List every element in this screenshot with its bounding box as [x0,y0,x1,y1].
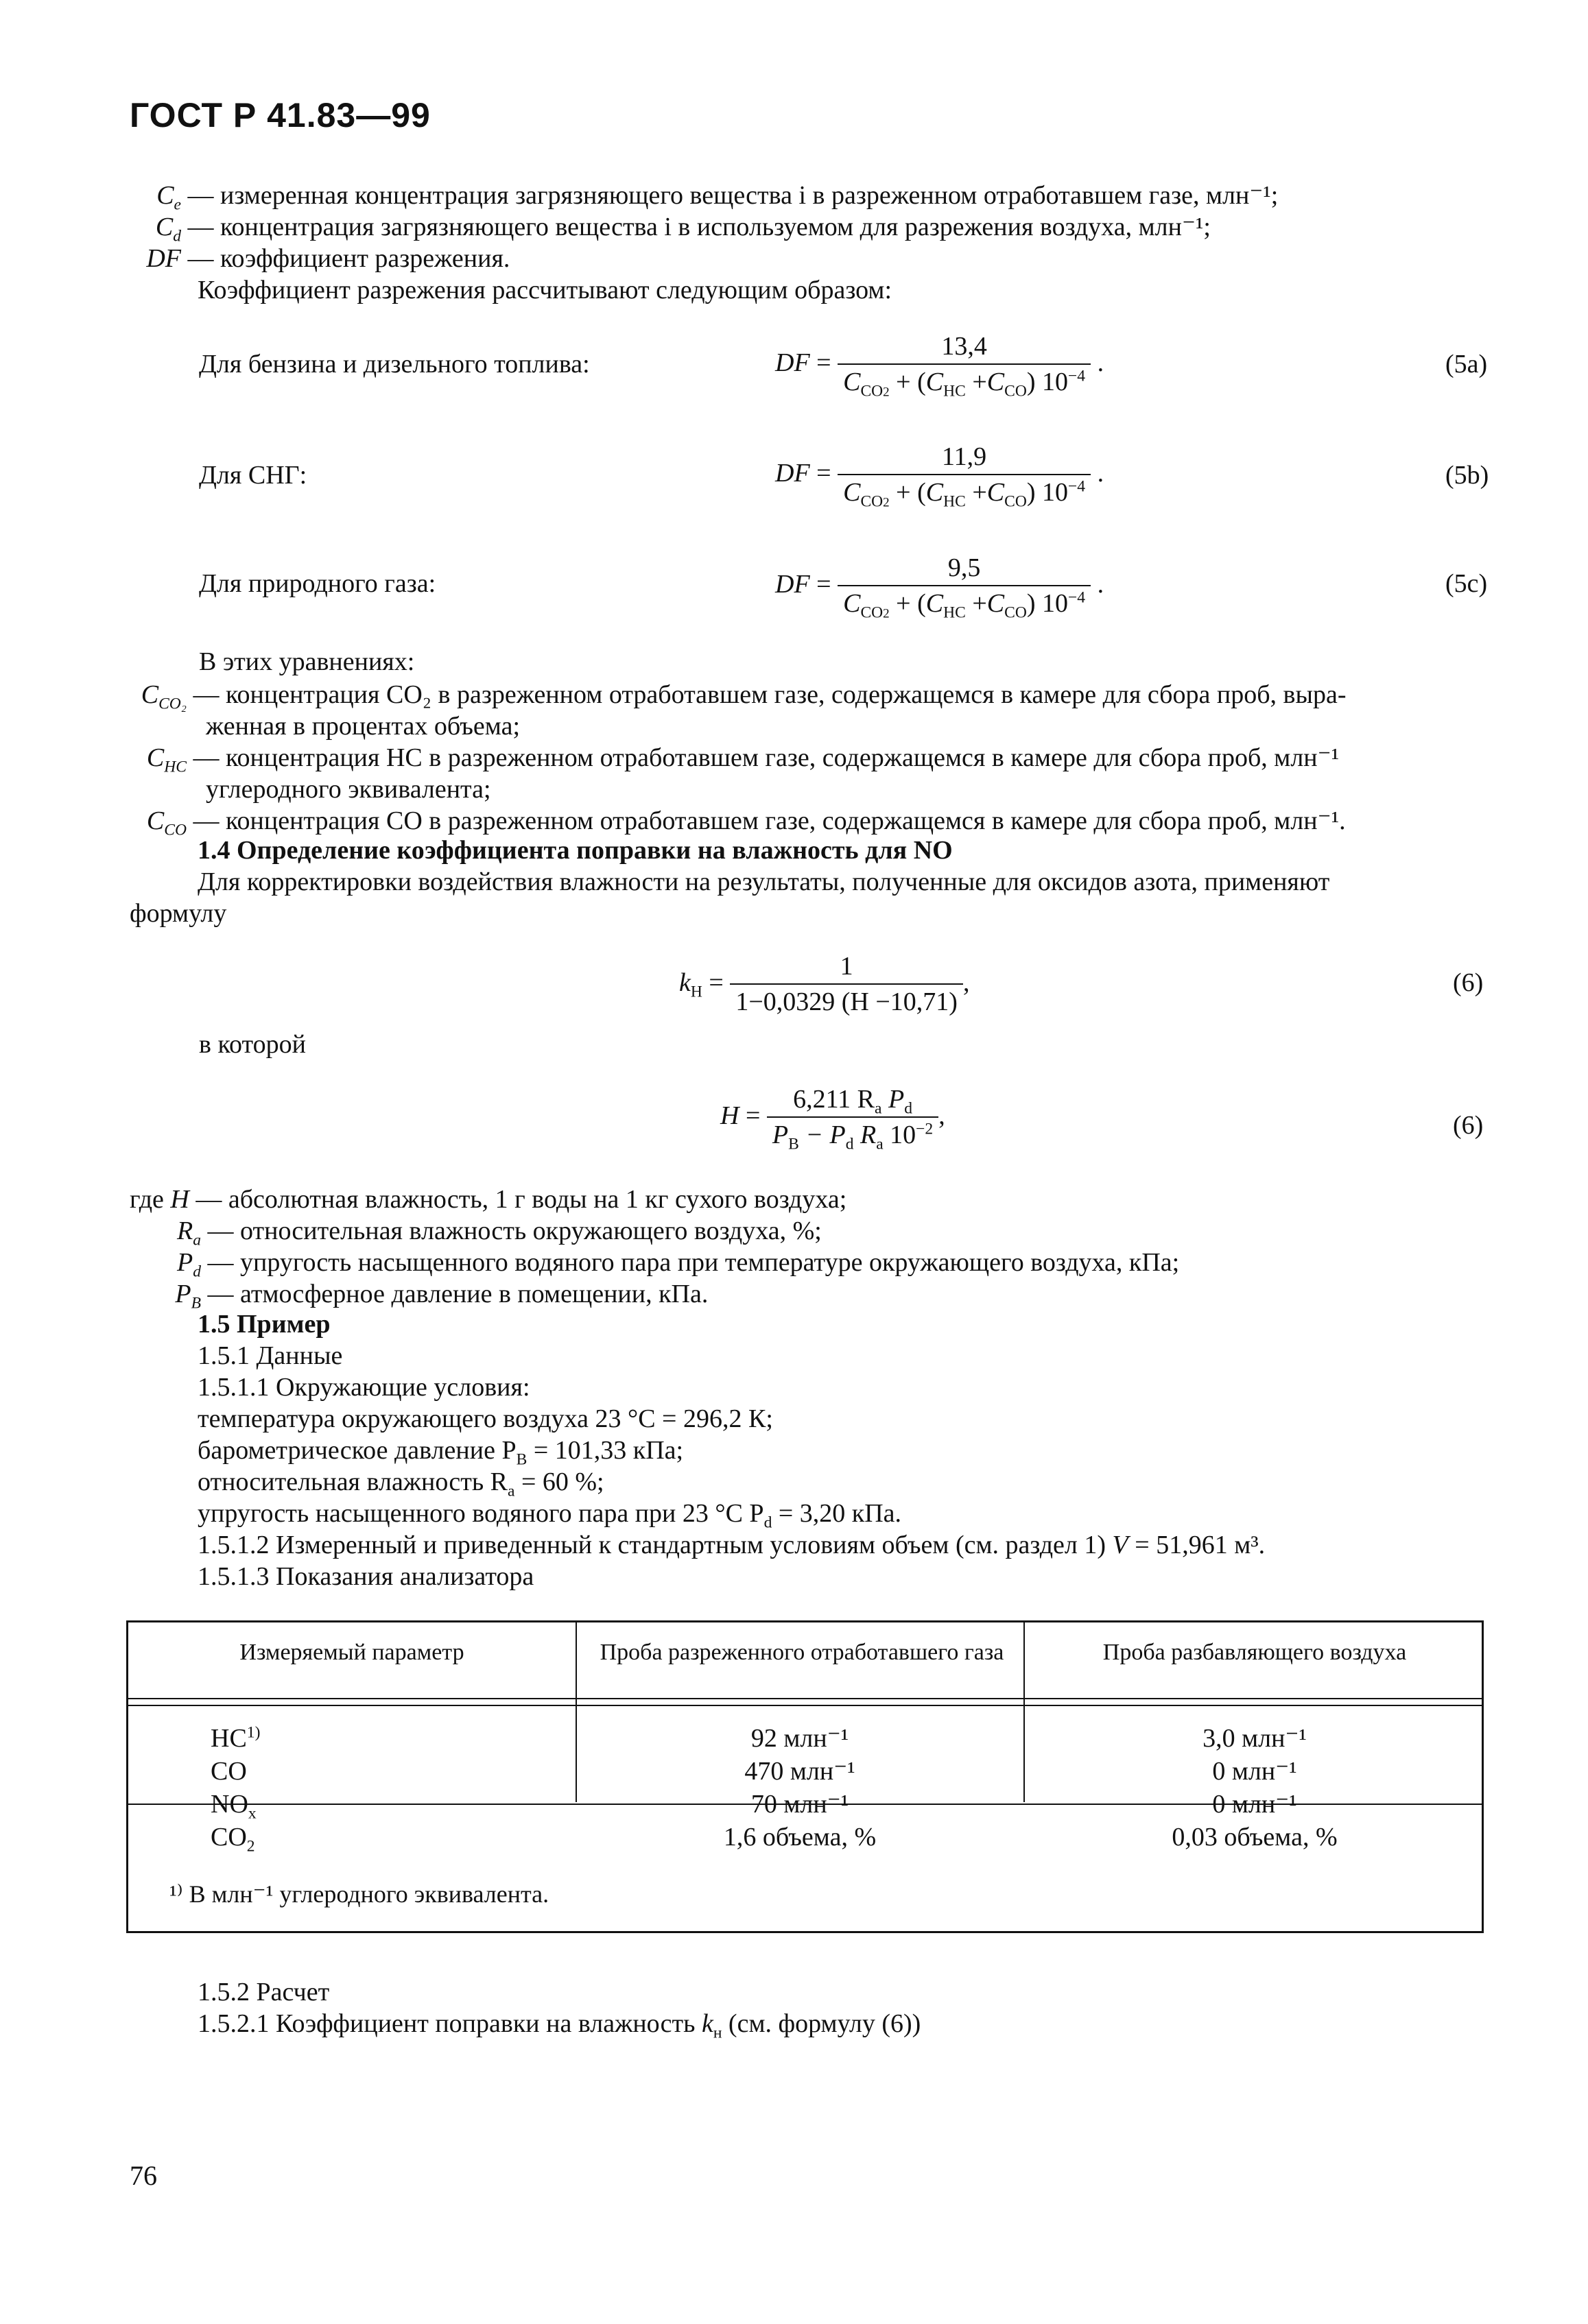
section-1-5-1: 1.5.1 Данные [198,1341,343,1370]
eq-number-5b: (5b) [1445,461,1489,490]
table-col-param [211,1723,554,1854]
section-1-4-title: 1.4 Определение коэффициента поправки на влажность для NO [198,836,953,865]
section-1-5-2: 1.5.2 Расчет [198,1978,330,2006]
analyzer-table [126,1620,1484,1933]
formula-5b: DF = $\frac{11,9}{C_{CO2} + (C_{HC} +C_{CO}) 10^{-4}}$ . [775,442,1104,511]
formula-6a: $k_H$ = $\frac{1}{1-0,0329 (H -10,71)}$ , [679,952,970,1016]
eq-number-6a: (6) [1453,968,1484,997]
eq-number-5a: (5a) [1445,350,1488,379]
table-row: HC$^{1)}$ [211,1723,261,1753]
def-cd: $C_d$ — концентрация загрязняющего вещества i в используемом для разрежения воздуха, млн⁻¹; [155,213,1211,245]
table-header-diluted: Проба разреженного отработавшего газа [600,1640,1004,1665]
table-row: $NO_x$ [211,1789,257,1823]
section-1-4-para: Для корректировки воздействия влажности на результаты, полученные для оксидов азота, применяют [198,867,1330,896]
def-cco: $C_{CO}$ — концентрация СО в разреженном отработавшем газе, содержащемся в камере для сбора проб, млн⁻¹. [146,806,1346,839]
def-ce: $C_e$ — измеренная концентрация загрязняющего вещества i в разреженном отработавшем газе, млн⁻¹; [156,181,1279,214]
def-pd: $P_d$ — упругость насыщенного водяного пара при температуре окружающего воздуха, кПа; [177,1248,1180,1281]
table-header-param: Измеряемый параметр [239,1640,464,1665]
def-chc-cont: углеродного эквивалента; [206,775,491,804]
formula-6b: H = $\frac{6,211 R_a P_d}{P_B - P_d R_a 10^{-2}}$ , [720,1085,945,1153]
cond-temperature: температура окружающего воздуха 23 °С = 296,2 К; [198,1404,773,1433]
table-header-air: Проба разбавляющего воздуха [1102,1640,1407,1665]
section-1-5-title: 1.5 Пример [198,1310,331,1339]
section-1-5-1-1: 1.5.1.1 Окружающие условия: [198,1373,530,1402]
cond-pressure: барометрическое давление $P_B = 101,33$ кПа; [198,1436,684,1469]
formula-5a-label: Для бензина и дизельного топлива: [199,350,590,379]
formula-5a: DF = $\frac{13,4}{C_{CO2} + (C_{HC} +C_{CO}) 10^{-4}}$ . [775,332,1104,400]
def-df: DF — коэффициент разрежения. [146,244,510,273]
section-1-5-1-3: 1.5.1.3 Показания анализатора [198,1562,534,1591]
in-which: в которой [199,1030,306,1059]
dilution-intro: Коэффициент разрежения рассчитывают следующим образом: [198,276,892,304]
section-1-5-1-2: 1.5.1.2 Измеренный и приведенный к стандартным условиям объем (см. раздел 1) V = 51,961 м³. [198,1531,1266,1559]
page-number: 76 [130,2160,157,2191]
in-equations: В этих уравнениях: [199,647,415,676]
table-row: CO [211,1756,247,1786]
eq-number-5c: (5c) [1445,569,1488,598]
cond-humidity: относительная влажность $R_a = 60$ %; [198,1468,604,1500]
document-header: ГОСТ Р 41.83—99 [130,96,431,134]
table-footnote: ¹⁾ В млн⁻¹ углеродного эквивалента. [169,1880,549,1908]
def-cco2: $C_{CO_2}$ — концентрация СО₂ в разреженном отработавшем газе, содержащемся в камере для сбора проб, выра- [141,680,1347,713]
formula-5c-label: Для природного газа: [199,569,436,598]
table-row: $CO_2$ [211,1822,255,1856]
def-ra: $R_a$ — относительная влажность окружающего воздуха, %; [177,1217,822,1249]
cond-vapor: упругость насыщенного водяного пара при 23 °С $P_d = 3,20$ кПа. [198,1499,902,1532]
formula-5b-label: Для СНГ: [199,461,307,490]
def-pb: $P_B$ — атмосферное давление в помещении, кПа. [175,1280,709,1313]
section-1-4-para-cont: формулу [130,899,227,928]
formula-5c: DF = $\frac{9,5}{C_{CO2} + (C_{HC} +C_{CO}) 10^{-4}}$ . [775,553,1104,622]
def-cco2-cont: женная в процентах объема; [206,712,521,741]
def-chc: $C_{HC}$ — концентрация НС в разреженном отработавшем газе, содержащемся в камере для сбора проб, млн⁻¹ [146,743,1340,776]
section-1-5-2-1: 1.5.2.1 Коэффициент поправки на влажность $k_н$ (см. формулу (6)) [198,2009,921,2042]
table-col-air: 3,0 млн⁻¹ 0 млн⁻¹ 0 млн⁻¹ 0,03 объема, % [1172,1724,1338,1852]
eq-number-6b: (6) [1453,1111,1484,1140]
def-h: где H — абсолютная влажность, 1 г воды на 1 кг сухого воздуха; [130,1185,847,1214]
table-col-diluted: 92 млн⁻¹ 470 млн⁻¹ 70 млн⁻¹ 1,6 объема, % [723,1724,877,1852]
